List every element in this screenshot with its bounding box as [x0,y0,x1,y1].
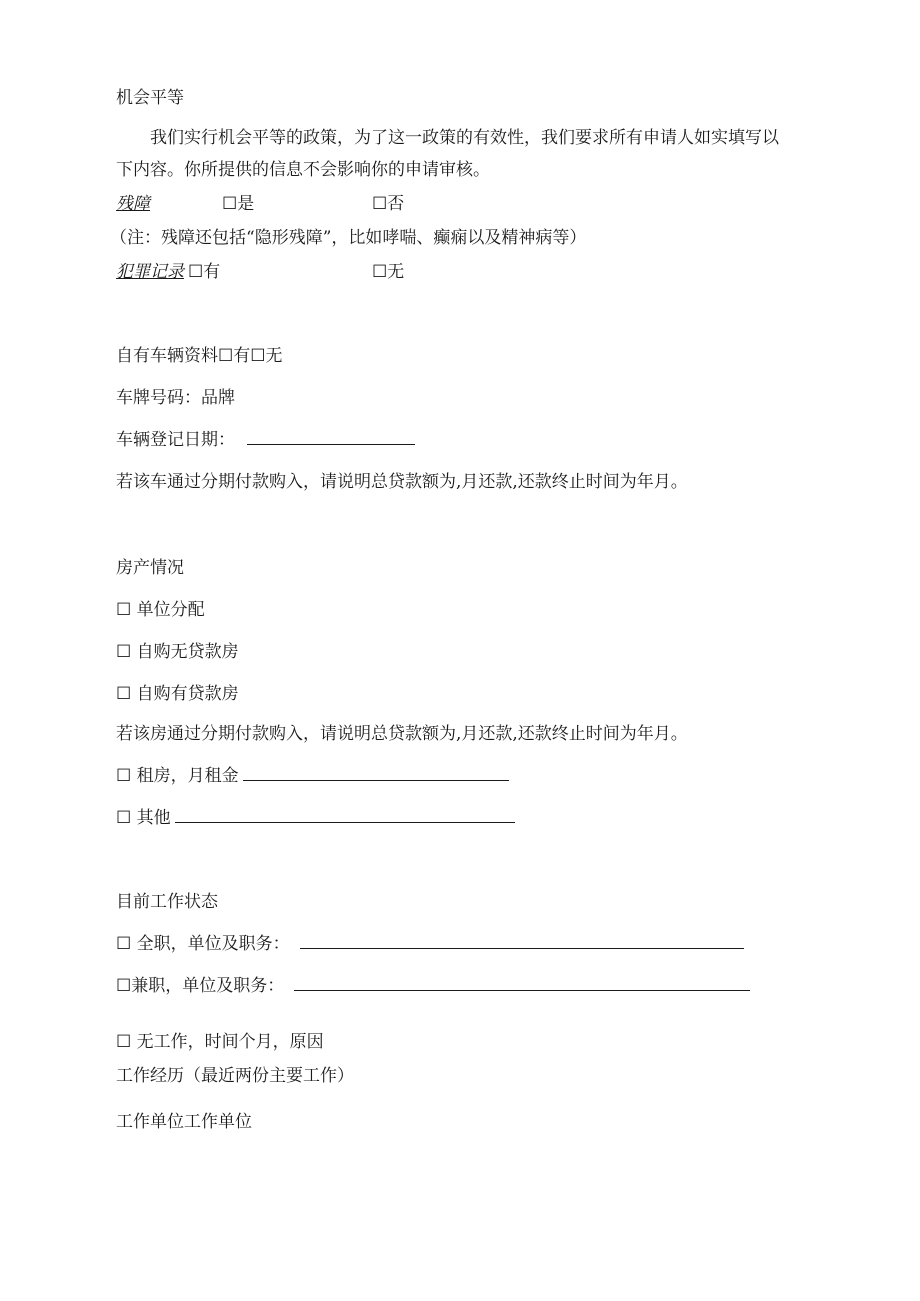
equal-opportunity-title: 机会平等 [116,88,184,108]
housing-option-no-loan[interactable]: ☐ 自购无贷款房 [116,642,239,662]
vehicle-title: 自有车辆资料☐有☐无 [116,346,283,366]
housing-option-assigned[interactable]: ☐ 单位分配 [116,600,205,620]
work-fulltime-checkbox[interactable]: ☐ 全职，单位及职务： [116,934,290,954]
work-history-title: 工作经历（最近两份主要工作） [116,1066,354,1086]
disability-note: （注：残障还包括“隐形残障”，比如哮喘、癫痫以及精神病等） [110,228,587,248]
vehicle-registration-field[interactable] [247,430,415,445]
criminal-yes-checkbox[interactable]: ☐有 [188,262,221,282]
work-parttime-row [116,976,750,996]
disability-no-checkbox[interactable]: ☐否 [372,194,405,214]
housing-option-rent[interactable]: ☐ 租房，月租金 [116,766,239,786]
vehicle-registration-label: 车辆登记日期： [116,430,235,450]
vehicle-registration-row [116,430,415,450]
intro-text-line1: 我们实行机会平等的政策，为了这一政策的有效性，我们要求所有申请人如实填写以 [150,128,779,148]
housing-other-row [116,808,515,828]
housing-option-loan[interactable]: ☐ 自购有贷款房 [116,684,239,704]
vehicle-plate-brand: 车牌号码：品牌 [116,388,235,408]
disability-label: 残障 [116,194,150,214]
parttime-employer-field[interactable] [294,976,750,991]
work-history-columns: 工作单位工作单位 [116,1112,252,1132]
criminal-no-checkbox[interactable]: ☐无 [372,262,405,282]
work-fulltime-row [116,934,744,954]
work-parttime-checkbox[interactable]: ☐兼职，单位及职务： [116,976,285,996]
intro-text-line2: 下内容。你所提供的信息不会影响你的申请审核。 [116,160,490,180]
disability-yes-checkbox[interactable]: ☐是 [222,194,255,214]
housing-title: 房产情况 [116,558,184,578]
criminal-record-label: 犯罪记录 [116,262,184,282]
housing-option-other[interactable]: ☐ 其他 [116,808,171,828]
housing-installment-text: 若该房通过分期付款购入，请说明总贷款额为,月还款,还款终止时间为年月。 [116,724,688,744]
fulltime-employer-field[interactable] [300,934,744,949]
housing-other-field[interactable] [175,808,515,823]
work-status-title: 目前工作状态 [116,892,218,912]
rent-amount-field[interactable] [243,766,509,781]
vehicle-installment-text: 若该车通过分期付款购入，请说明总贷款额为,月还款,还款终止时间为年月。 [116,472,688,492]
housing-rent-row [116,766,509,786]
work-unemployed-checkbox[interactable]: ☐ 无工作，时间个月，原因 [116,1032,324,1052]
